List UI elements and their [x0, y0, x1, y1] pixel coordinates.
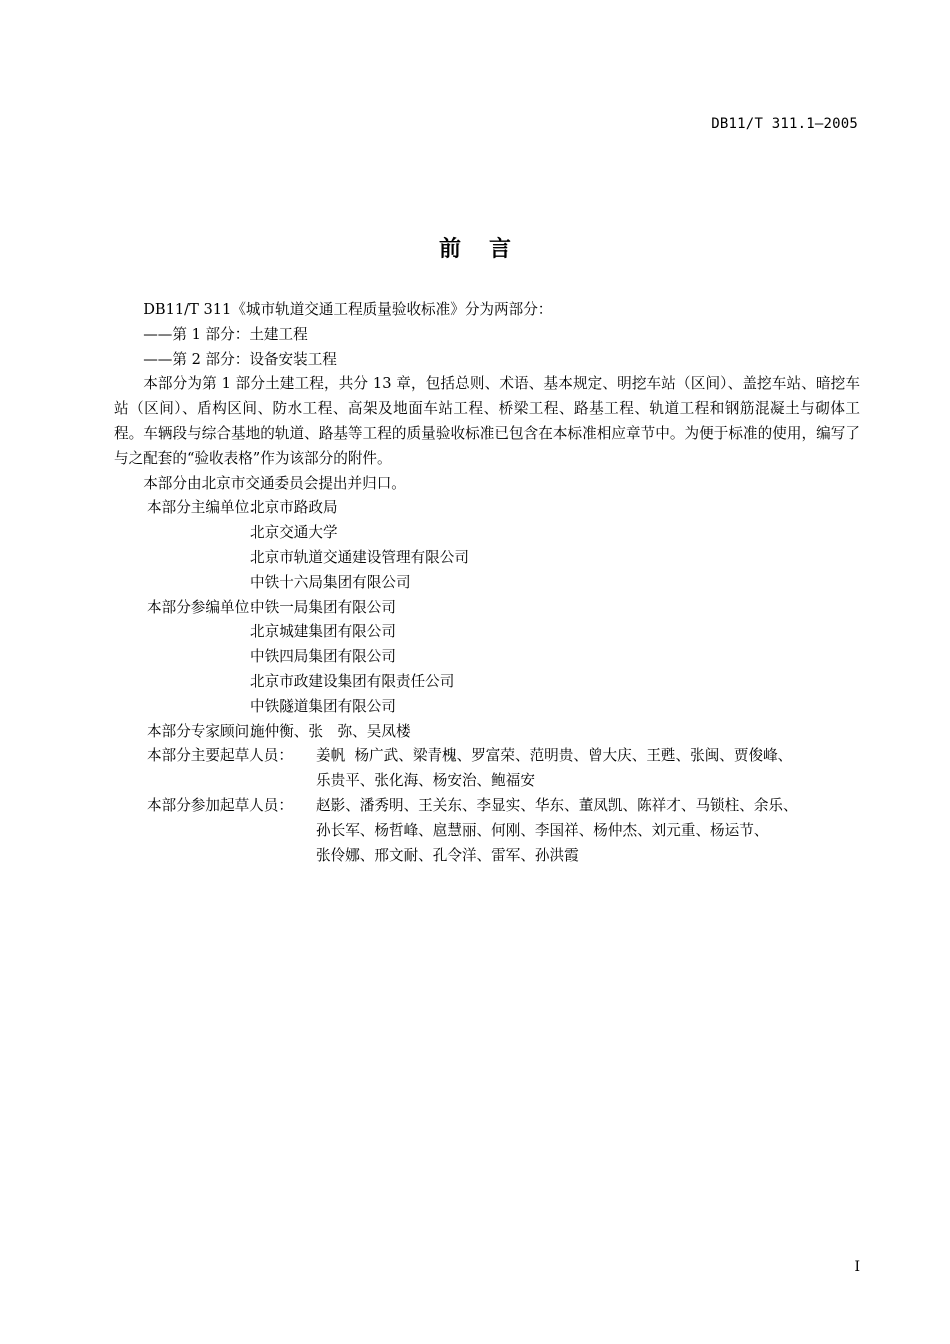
title-char-1: 前 [438, 237, 461, 262]
experts-block [114, 720, 860, 745]
participating-unit-item: 北京城建集团有限公司 [250, 623, 396, 641]
experts-label: 本部分专家顾问： [147, 722, 264, 740]
chief-units-label: 本部分主编单位： [147, 499, 264, 517]
part-1-line: ——第 1 部分：土建工程 [143, 325, 308, 343]
participating-drafters-label: 本部分参加起草人员： [147, 796, 293, 814]
participating-drafters-block [114, 794, 860, 868]
main-drafters-label: 本部分主要起草人员： [147, 747, 293, 765]
chief-unit-item: 北京市路政局 [250, 499, 338, 517]
experts-value: 施仲衡、张 弥、吴凤楼 [250, 722, 411, 740]
participating-unit-item: 中铁隧道集团有限公司 [250, 697, 396, 715]
main-drafters-line: 姜帆 杨广武、梁青槐、罗富荣、范明贵、曾大庆、王甦、张闽、贾俊峰、 [316, 747, 793, 765]
page-number: I [854, 1259, 860, 1275]
participating-drafters-line: 赵影、潘秀明、王关东、李显实、华东、董凤凯、陈祥才、马锁柱、余乐、 [316, 796, 798, 814]
main-drafters-line: 乐贵平、张化海、杨安治、鲍福安 [316, 772, 535, 790]
participating-units-label: 本部分参编单位： [147, 598, 264, 616]
chief-units-block [114, 496, 860, 595]
page-title [0, 232, 950, 263]
chief-unit-item: 北京市轨道交通建设管理有限公司 [250, 548, 469, 566]
foreword-body [114, 298, 860, 868]
title-char-2: 言 [489, 237, 512, 262]
participating-unit-item: 北京市政建设集团有限责任公司 [250, 672, 455, 690]
participating-drafters-line: 孙长军、杨哲峰、扈慧丽、何刚、李国祥、杨仲杰、刘元重、杨运节、 [316, 821, 769, 839]
main-drafters-block [114, 744, 860, 794]
participating-unit-item: 中铁四局集团有限公司 [250, 648, 396, 666]
participating-unit-item: 中铁一局集团有限公司 [250, 598, 396, 616]
chief-unit-item: 中铁十六局集团有限公司 [250, 573, 411, 591]
participating-units-block [114, 596, 860, 720]
part-2-line: ——第 2 部分：设备安装工程 [143, 350, 337, 368]
participating-drafters-line: 张伶娜、邢文耐、孔令洋、雷军、孙洪霞 [316, 846, 579, 864]
proposer-paragraph: 本部分由北京市交通委员会提出并归口。 [143, 474, 406, 492]
chief-unit-item: 北京交通大学 [250, 524, 338, 542]
standard-number: DB11/T 311.1—2005 [711, 116, 858, 132]
intro-paragraph: DB11/T 311《城市轨道交通工程质量验收标准》分为两部分： [143, 301, 553, 318]
scope-paragraph: 本部分为第 1 部分土建工程，共分 13 章，包括总则、术语、基本规定、明挖车站（区间）、盖挖车站、暗挖车站（区间）、盾构区间、防水工程、高架及地面车站工程、桥梁工程、路基工程、轨道工程和钢筋混凝土与砌体工程。车辆段与综合基地的轨道、路基等工程的质量验收标准已包含在本标准相应章节中。为便于标准的使用，编写了与之配套的“验收表格”作为该部分的附件。 [114, 375, 860, 467]
